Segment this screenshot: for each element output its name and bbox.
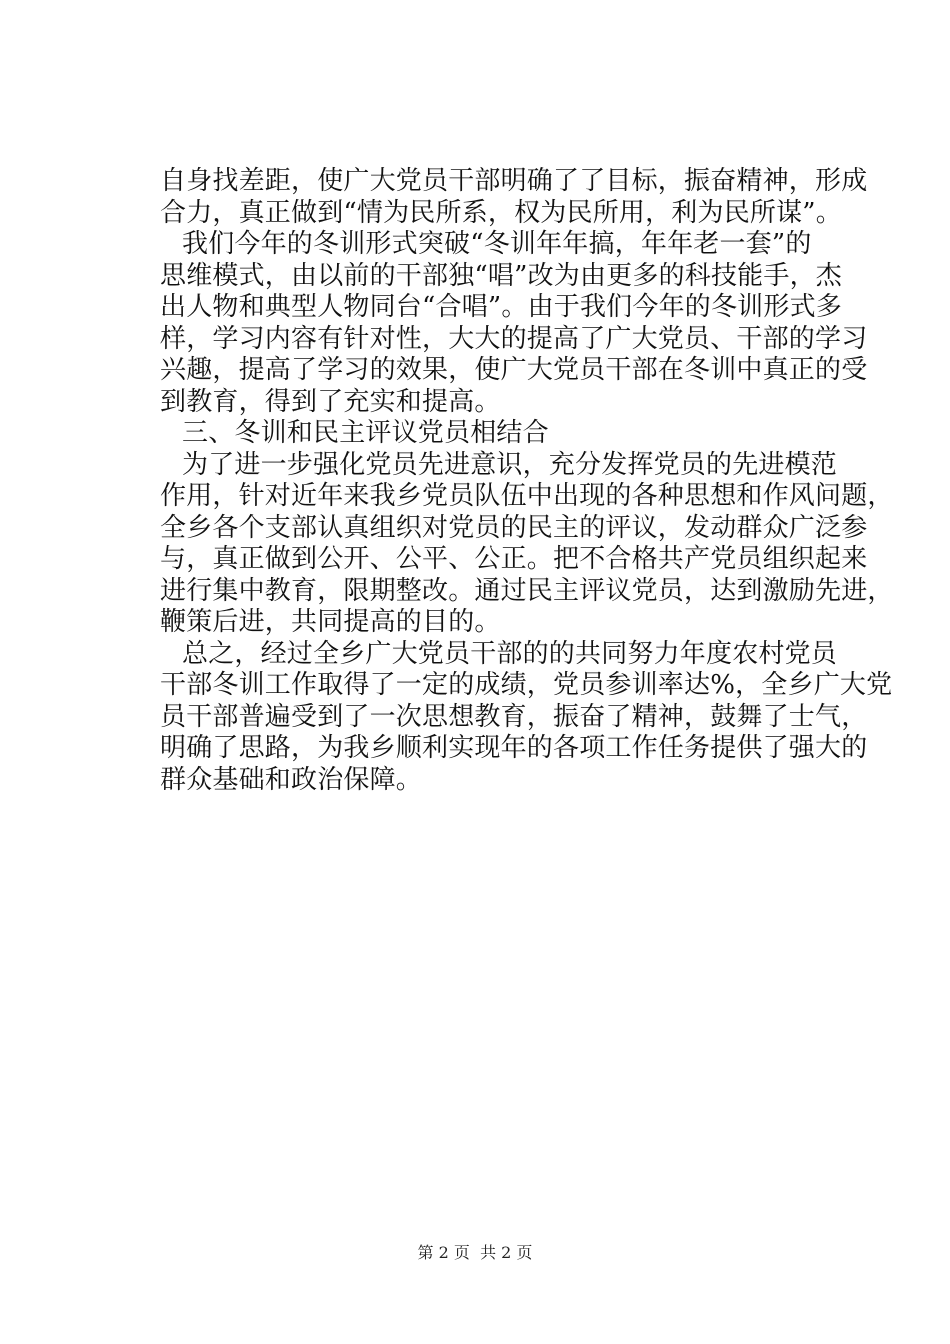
text-line: 与，真正做到公开、公平、公正。把不合格共产党员组织起来: [160, 544, 868, 574]
text-line: 合力，真正做到“情为民所系，权为民所用，利为民所谋”。: [160, 197, 842, 228]
text-line: 员干部普遍受到了一次思想教育，振奋了精神，鼓舞了士气，: [160, 701, 868, 732]
text-line: 自身找差距，使广大党员干部明确了了目标，振奋精神，形成: [160, 166, 868, 196]
text-line: 鞭策后进，共同提高的目的。: [160, 607, 501, 637]
text-line: 进行集中教育，限期整改。通过民主评议党员，达到激励先进，: [160, 575, 894, 606]
text-line: 干部冬训工作取得了一定的成绩，党员参训率达%，全乡广大党: [160, 670, 893, 700]
text-line: 思维模式，由以前的干部独“唱”改为由更多的科技能手，杰: [160, 260, 842, 291]
document-body: [160, 166, 894, 796]
text-line: 群众基础和政治保障。: [160, 764, 423, 795]
text-line: 三、冬训和民主评议党员相结合: [182, 418, 549, 448]
text-line: 兴趣，提高了学习的效果，使广大党员干部在冬训中真正的受: [160, 355, 868, 385]
text-line: 全乡各个支部认真组织对党员的民主的评议，发动群众广泛参: [160, 512, 868, 543]
page-footer: 第 2 页 共 2 页: [417, 1243, 533, 1262]
text-line: 明确了思路，为我乡顺利实现年的各项工作任务提供了强大的: [160, 733, 868, 763]
text-line: 样，学习内容有针对性，大大的提高了广大党员、干部的学习: [160, 323, 868, 354]
text-line: 总之，经过全乡广大党员干部的的共同努力年度农村党员: [182, 638, 838, 669]
text-line: 我们今年的冬训形式突破“冬训年年搞，年年老一套”的: [182, 229, 812, 259]
text-line: 为了进一步强化党员先进意识，充分发挥党员的先进模范: [182, 449, 838, 480]
text-line: 到教育，得到了充实和提高。: [160, 386, 501, 417]
text-line: 作用，针对近年来我乡党员队伍中出现的各种思想和作风问题，: [160, 481, 894, 511]
text-line: 出人物和典型人物同台“合唱”。由于我们今年的冬训形式多: [160, 292, 842, 322]
